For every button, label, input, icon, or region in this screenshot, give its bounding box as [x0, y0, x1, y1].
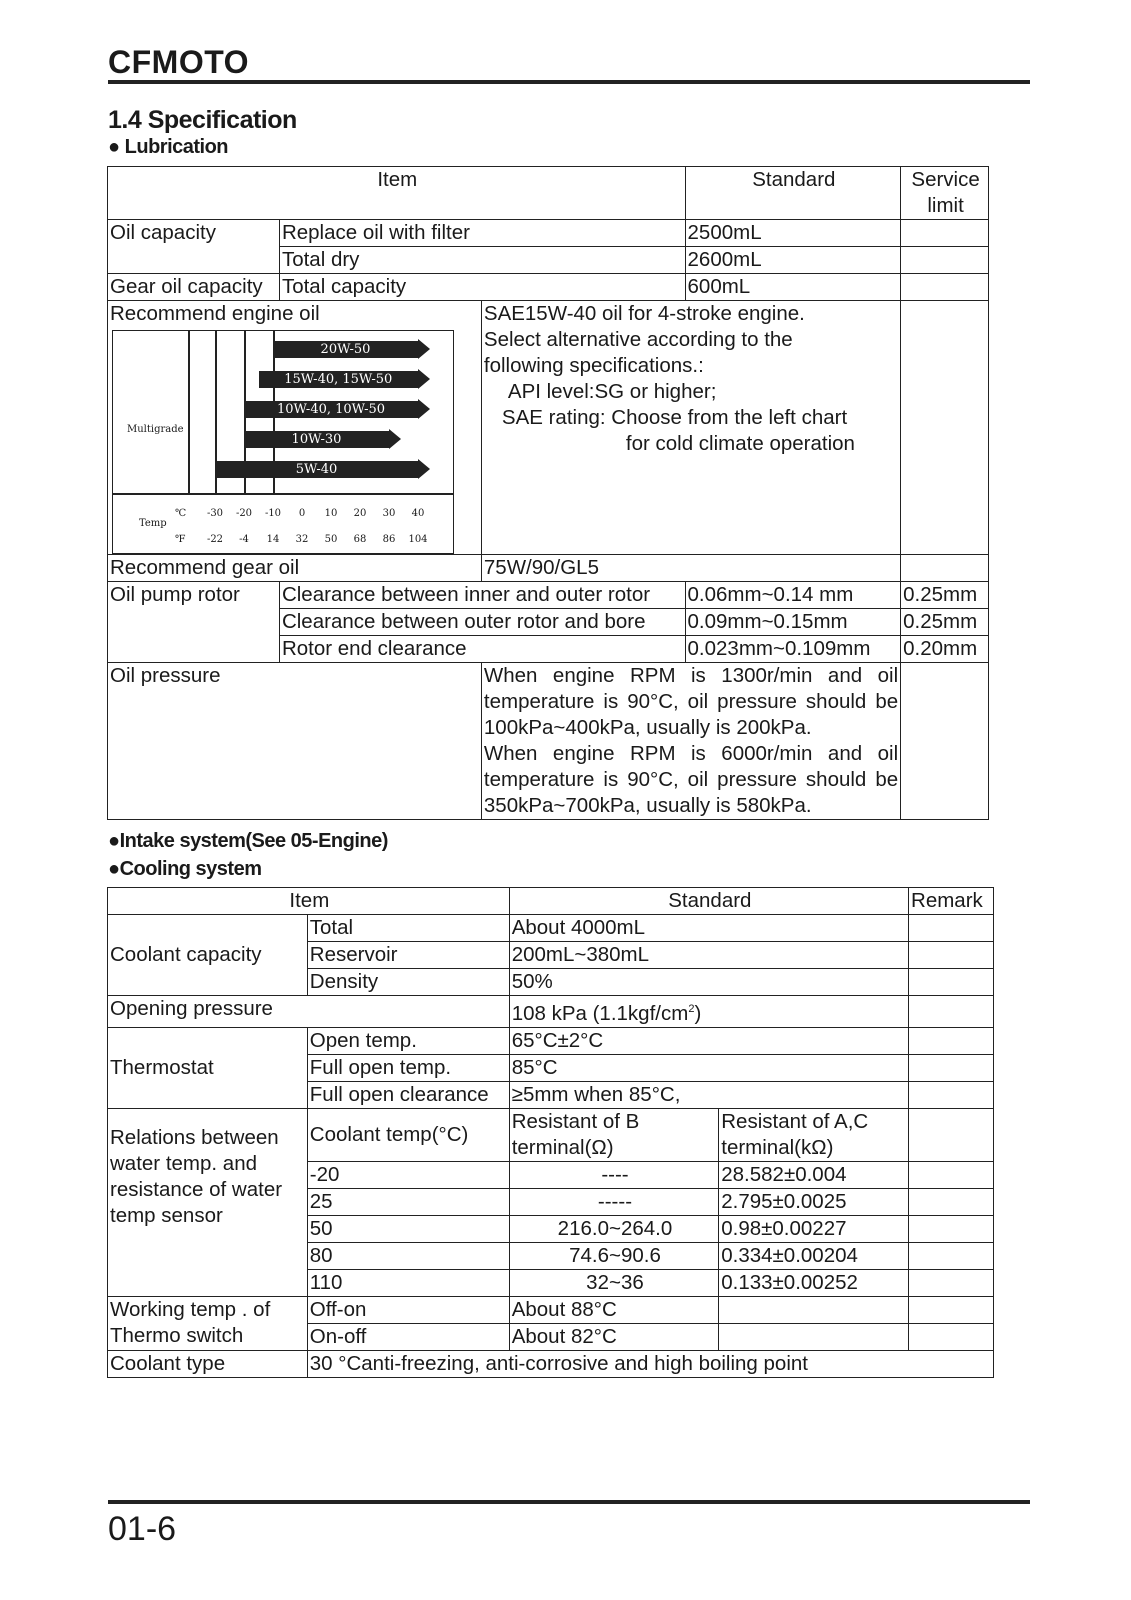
sensor-temp: 25 — [307, 1188, 509, 1215]
header-rule — [108, 80, 1030, 84]
sensor-temp: -20 — [307, 1161, 509, 1188]
empty-cell — [909, 996, 994, 1028]
sensor-b: 32~36 — [509, 1269, 719, 1296]
gear-oil-capacity-label: Gear oil capacity — [108, 274, 280, 301]
empty-cell — [901, 301, 989, 555]
opening-pressure-close: ) — [694, 1001, 702, 1025]
empty-cell — [909, 1188, 994, 1215]
header-service-limit: Service limit — [901, 167, 989, 220]
sensor-col-ac: Resistant of A,C terminal(kΩ) — [719, 1108, 909, 1161]
chart-divider — [188, 331, 190, 493]
empty-cell — [901, 274, 989, 301]
coolant-type-value: 30 °Canti-freezing, anti-corrosive and high boiling point — [307, 1350, 993, 1377]
thermostat-item: Open temp. — [307, 1027, 509, 1054]
brand-logo-text: CFMOTO — [108, 44, 250, 80]
total-dry-value: 2600mL — [685, 247, 901, 274]
rotor-standard: 0.023mm~0.109mm — [685, 636, 901, 663]
rotor-standard: 0.06mm~0.14 mm — [685, 582, 901, 609]
total-dry-label: Total dry — [279, 247, 685, 274]
table-row — [108, 996, 994, 1028]
empty-cell — [909, 969, 994, 996]
celsius-tick: -30 — [206, 508, 224, 519]
thermostat-item: Full open temp. — [307, 1054, 509, 1081]
header-remark: Remark — [909, 888, 994, 915]
coolant-value: About 4000mL — [509, 915, 908, 942]
sensor-ac: 28.582±0.004 — [719, 1161, 909, 1188]
opening-pressure-value — [509, 996, 908, 1028]
oil-pressure-spec — [481, 663, 900, 820]
table-row — [108, 1027, 994, 1054]
engine-oil-line: API level:SG or higher; — [507, 380, 717, 403]
celsius-tick: -10 — [264, 508, 282, 519]
coolant-capacity-label: Coolant capacity — [108, 915, 308, 996]
celsius-unit: ℃ — [175, 508, 187, 519]
empty-cell — [901, 663, 989, 820]
engine-oil-label: Recommend engine oil — [110, 302, 320, 325]
table-header-row — [108, 888, 994, 915]
sensor-label: Relations between water temp. and resistance of water temp sensor — [108, 1108, 308, 1296]
empty-cell — [909, 915, 994, 942]
celsius-tick: 10 — [324, 508, 338, 519]
fahrenheit-tick: 14 — [266, 534, 280, 545]
oil-pump-rotor-label: Oil pump rotor — [108, 582, 280, 663]
engine-oil-line: SAE15W-40 oil for 4-stroke engine. — [483, 302, 805, 325]
rotor-item: Clearance between outer rotor and bore — [279, 609, 685, 636]
header-standard: Standard — [509, 888, 908, 915]
fahrenheit-tick: 50 — [324, 534, 338, 545]
empty-cell — [719, 1296, 909, 1323]
empty-cell — [909, 1242, 994, 1269]
sensor-ac: 0.334±0.00204 — [719, 1242, 909, 1269]
sensor-temp: 80 — [307, 1242, 509, 1269]
engine-oil-spec — [481, 301, 900, 555]
fahrenheit-unit: ℉ — [175, 534, 186, 545]
celsius-tick: 0 — [298, 508, 306, 519]
sensor-b: ---- — [509, 1161, 719, 1188]
empty-cell — [909, 1215, 994, 1242]
table-row — [108, 301, 989, 555]
cooling-table — [107, 887, 994, 1378]
table-row — [108, 915, 994, 942]
grade-bar: 20W-50 — [273, 341, 418, 358]
table-row — [108, 555, 989, 582]
lubrication-heading: ● Lubrication — [108, 136, 229, 158]
rotor-standard: 0.09mm~0.15mm — [685, 609, 901, 636]
sensor-ac: 0.98±0.00227 — [719, 1215, 909, 1242]
coolant-item: Reservoir — [307, 942, 509, 969]
fahrenheit-tick: -22 — [206, 534, 224, 545]
table-header-row — [108, 167, 989, 220]
empty-cell — [909, 942, 994, 969]
engine-oil-line: following specifications.: — [483, 354, 704, 377]
thermostat-value: 65°C±2°C — [509, 1027, 908, 1054]
celsius-tick: 40 — [411, 508, 425, 519]
grade-bar: 5W-40 — [215, 461, 418, 478]
oil-pressure-label: Oil pressure — [108, 663, 482, 820]
switch-value: About 88°C — [509, 1296, 719, 1323]
rotor-limit: 0.25mm — [901, 609, 989, 636]
footer-rule — [108, 1500, 1030, 1504]
sensor-b: ----- — [509, 1188, 719, 1215]
replace-oil-label: Replace oil with filter — [279, 220, 685, 247]
superscript: 2 — [688, 1003, 695, 1015]
page-number: 01-6 — [108, 1510, 177, 1548]
empty-cell — [909, 1296, 994, 1323]
thermostat-item: Full open clearance — [307, 1081, 509, 1108]
sensor-ac: 0.133±0.00252 — [719, 1269, 909, 1296]
empty-cell — [909, 1027, 994, 1054]
grade-bar: 10W-40, 10W-50 — [244, 401, 418, 418]
gear-oil-label: Recommend gear oil — [108, 555, 482, 582]
table-row — [108, 663, 989, 820]
multigrade-label: Multigrade — [127, 424, 184, 435]
sensor-b: 74.6~90.6 — [509, 1242, 719, 1269]
replace-oil-value: 2500mL — [685, 220, 901, 247]
sensor-temp: 110 — [307, 1269, 509, 1296]
table-row — [108, 1296, 994, 1323]
empty-cell — [909, 1108, 994, 1161]
opening-pressure-label: Opening pressure — [108, 996, 510, 1028]
viscosity-chart — [112, 330, 454, 554]
gear-oil-value: 75W/90/GL5 — [481, 555, 900, 582]
sensor-col-b: Resistant of B terminal(Ω) — [509, 1108, 719, 1161]
rotor-limit: 0.25mm — [901, 582, 989, 609]
rotor-item: Rotor end clearance — [279, 636, 685, 663]
fahrenheit-tick: 32 — [295, 534, 309, 545]
celsius-tick: -20 — [235, 508, 253, 519]
coolant-value: 50% — [509, 969, 908, 996]
switch-item: On-off — [307, 1323, 509, 1350]
sensor-temp: 50 — [307, 1215, 509, 1242]
celsius-tick: 20 — [353, 508, 367, 519]
coolant-item: Total — [307, 915, 509, 942]
rotor-item: Clearance between inner and outer rotor — [279, 582, 685, 609]
coolant-value: 200mL~380mL — [509, 942, 908, 969]
opening-pressure-text: 108 kPa (1.1kgf/cm — [511, 1001, 689, 1025]
intake-heading: ●Intake system(See 05-Engine) — [108, 830, 388, 852]
oil-pressure-text: When engine RPM is 6000r/min and oil temperature is 90°C, oil pressure should be 350kPa~700kPa, usually is 580kPa. — [483, 742, 899, 817]
oil-pressure-text: When engine RPM is 1300r/min and oil temperature is 90°C, oil pressure should be 100kPa~400kPa, usually is 200kPa. — [483, 664, 899, 739]
temp-label: Temp — [139, 518, 167, 529]
section-title: 1.4 Specification — [108, 106, 297, 134]
fahrenheit-tick: 68 — [353, 534, 367, 545]
celsius-tick: 30 — [382, 508, 396, 519]
table-row — [108, 1350, 994, 1377]
empty-cell — [909, 1054, 994, 1081]
coolant-type-label: Coolant type — [108, 1350, 308, 1377]
oil-capacity-label: Oil capacity — [108, 220, 280, 274]
sensor-ac: 2.795±0.0025 — [719, 1188, 909, 1215]
gear-oil-capacity-sub: Total capacity — [279, 274, 685, 301]
fahrenheit-tick: -4 — [239, 534, 249, 545]
empty-cell — [909, 1323, 994, 1350]
engine-oil-line: SAE rating: Choose from the left chart — [501, 406, 848, 429]
header-item: Item — [108, 167, 686, 220]
thermo-switch-label: Working temp . of Thermo switch — [108, 1296, 308, 1350]
engine-oil-cell — [108, 301, 482, 555]
sensor-col-temp: Coolant temp(°C) — [307, 1108, 509, 1161]
empty-cell — [901, 555, 989, 582]
empty-cell — [901, 220, 989, 247]
chart-axis-rule — [113, 493, 453, 495]
empty-cell — [909, 1161, 994, 1188]
table-row — [108, 220, 989, 247]
switch-item: Off-on — [307, 1296, 509, 1323]
table-row — [108, 274, 989, 301]
empty-cell — [719, 1323, 909, 1350]
empty-cell — [909, 1269, 994, 1296]
grade-bar: 10W-30 — [244, 431, 389, 448]
gear-oil-capacity-value: 600mL — [685, 274, 901, 301]
table-row — [108, 1108, 994, 1161]
switch-value: About 82°C — [509, 1323, 719, 1350]
lubrication-table — [107, 166, 989, 820]
empty-cell — [909, 1081, 994, 1108]
header-item: Item — [108, 888, 510, 915]
fahrenheit-tick: 104 — [408, 534, 428, 545]
engine-oil-line: for cold climate operation — [625, 432, 855, 455]
thermostat-label: Thermostat — [108, 1027, 308, 1108]
fahrenheit-tick: 86 — [382, 534, 396, 545]
header-standard: Standard — [685, 167, 901, 220]
thermostat-value: ≥5mm when 85°C, — [509, 1081, 908, 1108]
sensor-b: 216.0~264.0 — [509, 1215, 719, 1242]
rotor-limit: 0.20mm — [901, 636, 989, 663]
coolant-item: Density — [307, 969, 509, 996]
table-row — [108, 582, 989, 609]
thermostat-value: 85°C — [509, 1054, 908, 1081]
cooling-heading: ●Cooling system — [108, 858, 262, 880]
grade-bar: 15W-40, 15W-50 — [259, 371, 419, 388]
empty-cell — [901, 247, 989, 274]
engine-oil-line: Select alternative according to the — [483, 328, 793, 351]
